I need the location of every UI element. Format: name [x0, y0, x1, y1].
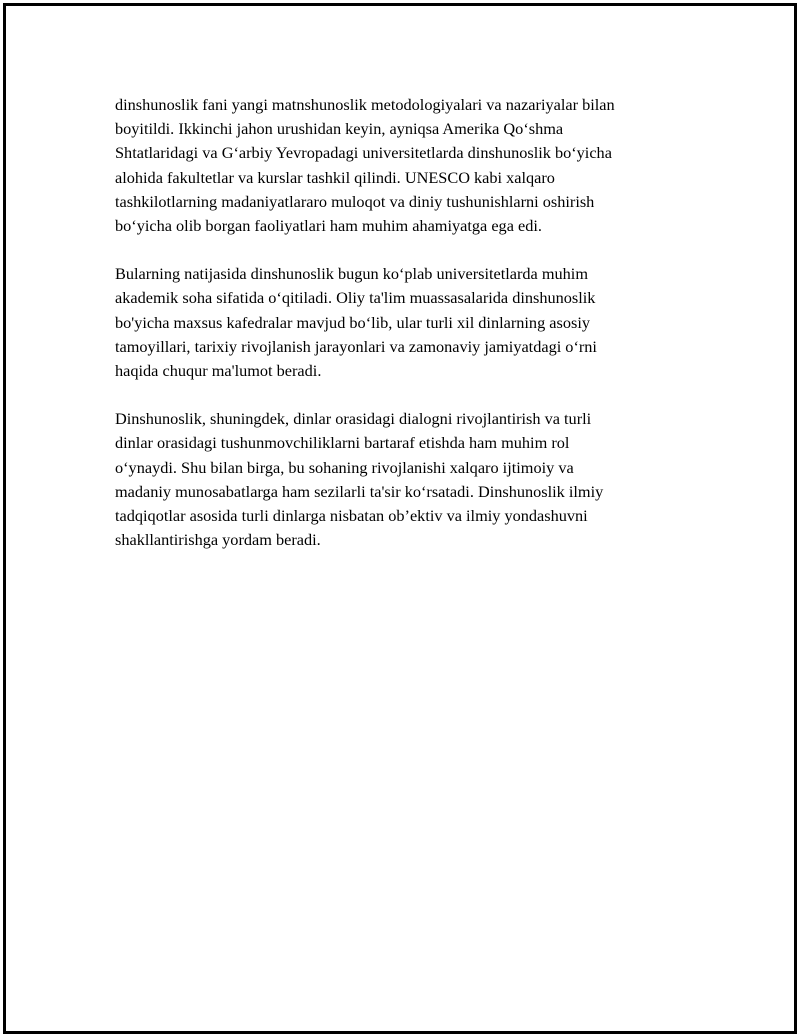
text-line: bo‘yicha olib borgan faoliyatlari ham muhim ahamiyatga ega edi.: [115, 216, 542, 236]
text-line: boyitildi. Ikkinchi jahon urushidan keyin, ayniqsa Amerika Qo‘shma: [115, 119, 564, 139]
text-line: Dinshunoslik, shuningdek, dinlar orasidagi dialogni rivojlantirish va turli: [115, 409, 592, 429]
paragraph-2: [115, 262, 695, 383]
text-line: tadqiqotlar asosida turli dinlarga nisbatan ob’ektiv va ilmiy yondashuvni: [115, 506, 588, 526]
text-line: madaniy munosabatlarga ham sezilarli ta'sir ko‘rsatadi. Dinshunoslik ilmiy: [115, 481, 604, 501]
text-line: Shtatlaridagi va G‘arbiy Yevropadagi universitetlarda dinshunoslik bo‘yicha: [115, 143, 612, 163]
text-line: akademik soha sifatida o‘qitiladi. Oliy ta'lim muassasalarida dinshunoslik: [115, 288, 596, 308]
text-line: bo'yicha maxsus kafedralar mavjud bo‘lib, ular turli xil dinlarning asosiy: [115, 312, 590, 332]
text-line: dinlar orasidagi tushunmovchiliklarni bartaraf etishda ham muhim rol: [115, 433, 570, 453]
text-line: alohida fakultetlar va kurslar tashkil qilindi. UNESCO kabi xalqaro: [115, 167, 555, 187]
text-line: shakllantirishga yordam beradi.: [115, 530, 321, 550]
text-line: dinshunoslik fani yangi matnshunoslik metodologiyalari va nazariyalar bilan: [115, 95, 615, 114]
paragraph-1: [115, 93, 695, 238]
page-content: [115, 93, 695, 576]
paragraph-3: [115, 407, 695, 552]
text-line: tashkilotlarning madaniyatlararo muloqot va diniy tushunishlarni oshirish: [115, 191, 595, 211]
text-line: haqida chuqur ma'lumot beradi.: [115, 361, 322, 381]
text-line: Bularning natijasida dinshunoslik bugun ko‘plab universitetlarda muhim: [115, 264, 588, 284]
text-line: o‘ynaydi. Shu bilan birga, bu sohaning rivojlanishi xalqaro ijtimoiy va: [115, 457, 574, 477]
text-line: tamoyillari, tarixiy rivojlanish jarayonlari va zamonaviy jamiyatdagi o‘rni: [115, 336, 597, 356]
